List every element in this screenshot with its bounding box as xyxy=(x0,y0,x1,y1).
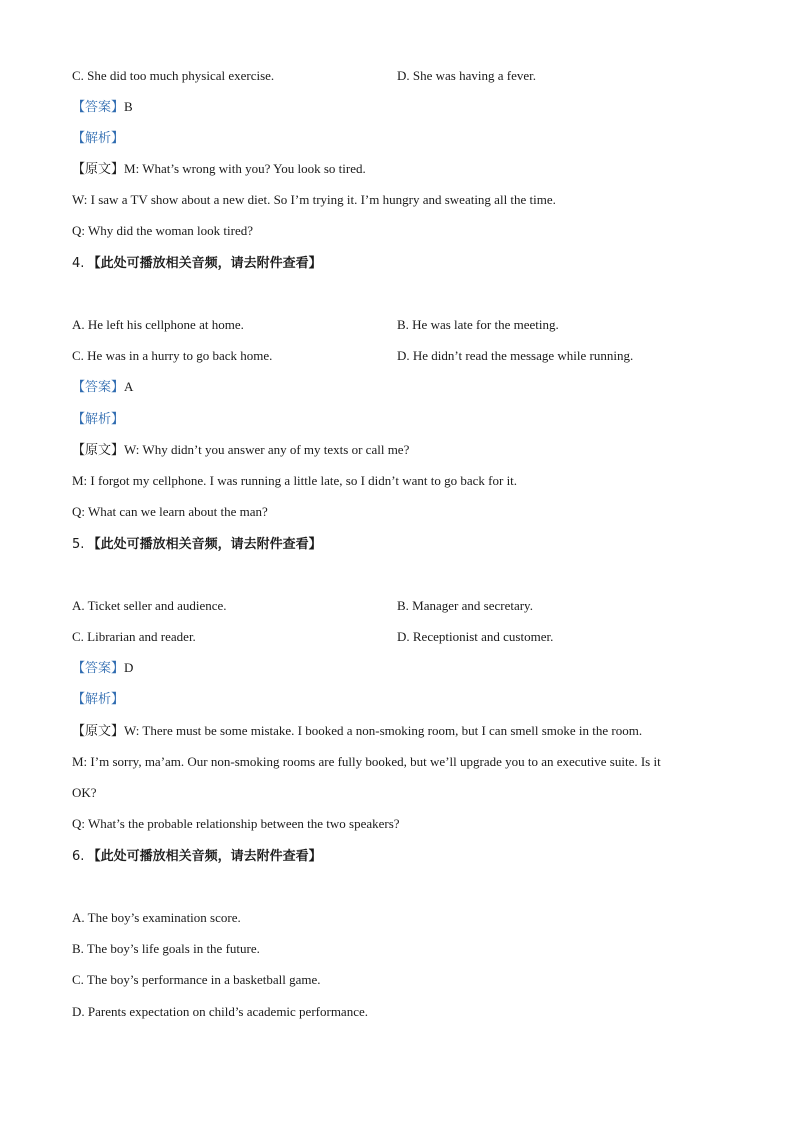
analysis-tag: 【解析】 xyxy=(72,412,125,427)
q6-option-b: B. The boy’s life goals in the future. xyxy=(72,941,260,956)
q5-transcript-line2: M: I’m sorry, ma’am. Our non-smoking rooms are fully booked, but we’ll upgrade you to an executive suite. Is it xyxy=(72,754,661,769)
q5-analysis xyxy=(72,690,124,709)
q5-option-d: D. Receptionist and customer. xyxy=(397,629,554,644)
q5-line1-text: W: There must be some mistake. I booked a non-smoking room, but I can smell smoke in the room. xyxy=(124,723,643,738)
q3-answer-value: B xyxy=(124,99,133,114)
answer-tag: 【答案】 xyxy=(72,100,125,115)
q4-option-a: A. He left his cellphone at home. xyxy=(72,317,244,332)
q3-answer xyxy=(72,98,133,117)
q6-header xyxy=(72,847,322,866)
q4-number: 4. xyxy=(72,256,85,271)
q4-option-c: C. He was in a hurry to go back home. xyxy=(72,348,273,363)
q4-header xyxy=(72,254,322,273)
q5-transcript-line2-cont: OK? xyxy=(72,785,97,800)
q4-line1-text: W: Why didn’t you answer any of my texts or call me? xyxy=(124,442,410,457)
q5-option-c: C. Librarian and reader. xyxy=(72,629,196,644)
q3-option-d: D. She was having a fever. xyxy=(397,68,536,83)
q5-number: 5. xyxy=(72,537,85,552)
q5-answer xyxy=(72,659,133,678)
q5-answer-value: D xyxy=(124,660,134,675)
original-tag: 【原文】 xyxy=(72,161,125,176)
q3-question: Q: Why did the woman look tired? xyxy=(72,223,254,238)
q5-option-b: B. Manager and secretary. xyxy=(397,598,533,613)
q6-option-a: A. The boy’s examination score. xyxy=(72,910,241,925)
analysis-tag: 【解析】 xyxy=(72,692,125,707)
q5-option-a: A. Ticket seller and audience. xyxy=(72,598,227,613)
q4-option-d: D. He didn’t read the message while running. xyxy=(397,348,634,363)
q5-question: Q: What’s the probable relationship between the two speakers? xyxy=(72,816,400,831)
q4-transcript-line2: M: I forgot my cellphone. I was running a little late, so I didn’t want to go back for it. xyxy=(72,473,518,488)
q4-audio-note: 【此处可播放相关音频，请去附件查看】 xyxy=(87,256,322,271)
q3-analysis xyxy=(72,129,124,148)
analysis-tag: 【解析】 xyxy=(72,131,125,146)
q6-number: 6. xyxy=(72,849,85,864)
q4-answer-value: A xyxy=(124,379,134,394)
q6-option-d: D. Parents expectation on child’s academic performance. xyxy=(72,1004,368,1019)
original-tag: 【原文】 xyxy=(72,442,125,457)
q5-transcript-line1 xyxy=(72,722,642,740)
q3-line1-text: M: What’s wrong with you? You look so tired. xyxy=(124,161,366,176)
q4-option-b: B. He was late for the meeting. xyxy=(397,317,559,332)
answer-tag: 【答案】 xyxy=(72,380,125,395)
q4-analysis xyxy=(72,410,124,429)
q6-audio-note: 【此处可播放相关音频，请去附件查看】 xyxy=(87,849,322,864)
q3-transcript-line1 xyxy=(72,160,366,178)
q6-option-c: C. The boy’s performance in a basketball game. xyxy=(72,972,321,987)
q4-question: Q: What can we learn about the man? xyxy=(72,504,268,519)
original-tag: 【原文】 xyxy=(72,723,125,738)
q3-option-c: C. She did too much physical exercise. xyxy=(72,68,275,83)
q5-header xyxy=(72,535,322,554)
q4-transcript-line1 xyxy=(72,441,409,459)
answer-tag: 【答案】 xyxy=(72,661,125,676)
q4-answer xyxy=(72,378,133,397)
q5-audio-note: 【此处可播放相关音频，请去附件查看】 xyxy=(87,537,322,552)
q3-transcript-line2: W: I saw a TV show about a new diet. So I’m trying it. I’m hungry and sweating all the time. xyxy=(72,192,556,207)
